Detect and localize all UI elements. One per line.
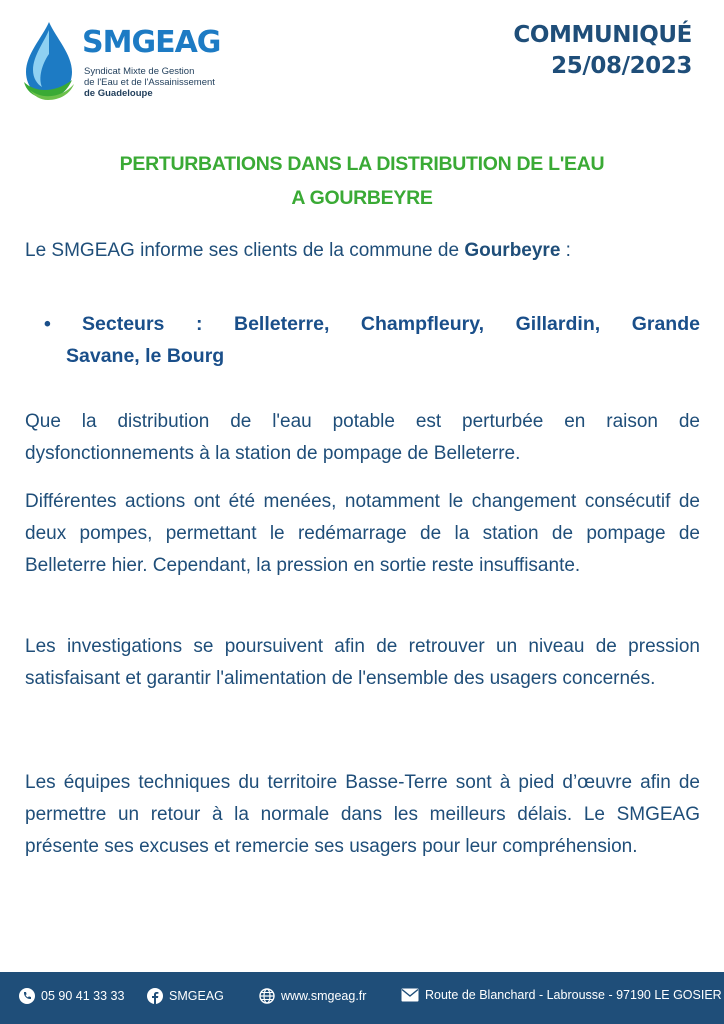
communique-title: COMMUNIQUÉ (513, 22, 692, 48)
paragraph-actions: Différentes actions ont été menées, notamment le changement consécutif de deux pompes, permettant le redémarrage de la station de pompage de Belleterre hier. Cependant, la pression en sortie reste insuffisante. (25, 491, 700, 576)
footer-phone[interactable] (19, 988, 124, 1004)
footer-website-text: www.smgeag.fr (281, 989, 367, 1003)
sector-word: Champfleury, (360, 313, 485, 335)
logo-subtitle-line: de Guadeloupe (84, 88, 153, 99)
sector-word: Secteurs (82, 313, 165, 335)
intro-commune: Gourbeyre (464, 240, 561, 261)
sectors-list-item (44, 308, 700, 372)
sector-word: Gillardin, (515, 313, 601, 335)
footer-phone-text: 05 90 41 33 33 (41, 989, 125, 1003)
logo-name: SMGEAG (82, 25, 221, 60)
globe-icon (259, 988, 275, 1004)
footer-facebook-text: SMGEAG (169, 989, 224, 1003)
sectors-line-2: Savane, le Bourg (66, 345, 225, 367)
phone-icon (19, 988, 35, 1004)
facebook-icon (147, 988, 163, 1004)
footer-address (401, 988, 722, 1002)
intro-prefix: Le SMGEAG informe ses clients de la commune de (25, 240, 465, 261)
sectors-line-1 (82, 308, 700, 340)
water-drop-logo-icon (20, 20, 78, 100)
bullet-icon: • (44, 313, 51, 335)
sector-word: : (195, 313, 203, 335)
paragraph-teams: Les équipes techniques du territoire Basse-Terre sont à pied d’œuvre afin de permettre un retour à la normale dans les meilleurs délais. Le SMGEAG présente ses excuses et remercie ses usagers pour leur compréhension. (25, 772, 700, 857)
sector-word: Grande (631, 313, 700, 335)
logo-subtitle (84, 66, 244, 99)
headline-line-1: PERTURBATIONS DANS LA DISTRIBUTION DE L'EAU (119, 153, 605, 175)
intro-text (25, 240, 571, 262)
headline-line-2: A GOURBEYRE (291, 187, 433, 209)
headline (0, 147, 724, 215)
footer-facebook[interactable] (147, 988, 224, 1004)
logo-subtitle-line: Syndicat Mixte de Gestion (84, 66, 195, 77)
footer-website[interactable] (259, 988, 366, 1004)
paragraph-distribution: Que la distribution de l'eau potable est perturbée en raison de dysfonctionnements à la station de pompage de Belleterre. (25, 411, 700, 464)
footer-bar (0, 972, 724, 1024)
paragraph-investigations: Les investigations se poursuivent afin de retrouver un niveau de pression satisfaisant et garantir l'alimentation de l'ensemble des usagers concernés. (25, 636, 700, 689)
smgeag-logo (20, 20, 240, 102)
intro-suffix: : (560, 240, 571, 261)
logo-subtitle-line: de l'Eau et de l'Assainissement (84, 77, 215, 88)
mail-icon (401, 988, 419, 1002)
sector-word: Belleterre, (233, 313, 330, 335)
communique-date: 25/08/2023 (551, 53, 692, 79)
footer-address-text: Route de Blanchard - Labrousse - 97190 LE GOSIER (425, 988, 722, 1002)
communique-header (513, 20, 692, 82)
